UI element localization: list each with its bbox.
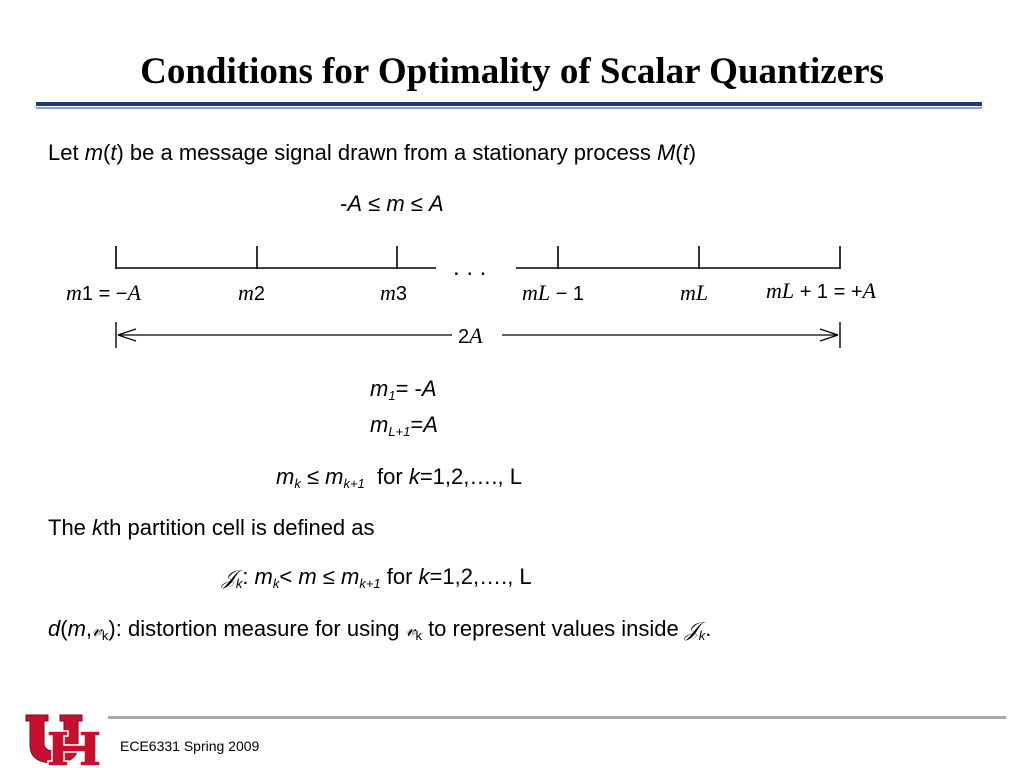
label-m3 [380, 280, 407, 305]
dist-m: m [67, 616, 86, 641]
range-A1: A [347, 191, 363, 216]
span-label-2: 2 [458, 326, 470, 348]
order-k: k [294, 476, 301, 491]
cell-intro-text: The [48, 515, 93, 540]
order-for: for [364, 464, 409, 489]
cell-colon: : [242, 564, 255, 589]
university-logo [24, 713, 104, 768]
dist-comma: , [85, 616, 93, 641]
dist-text-2: to represent values inside [421, 616, 685, 641]
eq-mL+1-sub: L+1 [388, 424, 411, 439]
order-k1: k+1 [343, 476, 365, 491]
cell-intro-k: k [92, 515, 104, 540]
cell-mk: m [254, 564, 273, 589]
label-mL-1 [522, 280, 584, 305]
label-m2-sub: 2 [253, 283, 266, 305]
order-rest: =1,2,…., L [419, 464, 522, 489]
dist-v: 𝓋 [92, 617, 102, 641]
cell-intro-text-2: th partition cell is defined as [103, 515, 375, 540]
quantizer-interval-diagram [60, 230, 940, 360]
label-m1-m: m [66, 280, 82, 305]
label-m1-eq: = − [93, 283, 128, 305]
footer-divider [108, 716, 1006, 719]
cell-m: m [298, 564, 317, 589]
order-kvar: k [408, 464, 420, 489]
title-underline-thin [36, 107, 982, 109]
range-inequality [340, 191, 444, 217]
intro-paren: ( [103, 140, 111, 165]
dist-J-k: k [698, 628, 706, 643]
dist-period: . [705, 616, 712, 641]
intro-M: M [656, 140, 676, 165]
label-mL+1-eq: = + [828, 281, 863, 303]
cell-kvar: k [418, 564, 430, 589]
cell-rest: =1,2,…., L [429, 564, 532, 589]
cell-J: 𝒥 [222, 565, 236, 589]
eq-m1-rest: = - [395, 376, 422, 401]
intro-paren-3: ) [688, 140, 697, 165]
span-label [458, 323, 483, 348]
label-mL-1-L: L [537, 280, 551, 305]
intro-t: t [110, 140, 117, 165]
dist-text: ): distortion measure for using [108, 616, 406, 641]
title-underline-thick [36, 102, 982, 106]
order-mk1: m [325, 464, 344, 489]
label-m2 [238, 280, 265, 305]
eq-m1 [370, 376, 437, 402]
label-mL+1-m: m [766, 278, 782, 303]
order-le: ≤ [300, 464, 326, 489]
partition-cell-intro [48, 515, 375, 541]
range-le1: ≤ [362, 191, 387, 216]
distortion-definition [48, 616, 711, 642]
intro-text: Let [48, 140, 85, 165]
label-m2-m: m [238, 280, 254, 305]
eq-m1-A: A [421, 376, 437, 401]
intro-paren-2: ( [675, 140, 683, 165]
range-le2: ≤ [404, 191, 429, 216]
dist-paren: ( [60, 616, 68, 641]
label-mL-1-m: m [522, 280, 538, 305]
title-underline [36, 102, 982, 110]
slide-title: Conditions for Optimality of Scalar Quantizers [140, 51, 884, 92]
label-mL+1-L: L [781, 278, 795, 303]
dist-d: d [48, 616, 61, 641]
partition-cell-definition [222, 564, 532, 590]
eq-mL+1 [370, 412, 438, 438]
dist-v2: 𝓋 [405, 617, 416, 641]
label-m1-sub: 1 [81, 283, 94, 305]
dist-J: 𝒥 [684, 617, 699, 641]
label-mL-1-rest: − 1 [550, 283, 585, 305]
label-mL [680, 280, 708, 305]
eq-m1-sub: 1 [388, 388, 396, 403]
eq-mL+1-A: A [423, 412, 438, 437]
cell-J-k: k [235, 576, 243, 591]
order-mk: m [276, 464, 295, 489]
label-mL+1-rest: + 1 [794, 281, 829, 303]
label-mL+1 [766, 278, 877, 303]
dist-v-k: k [101, 628, 109, 643]
label-m3-sub: 3 [395, 283, 408, 305]
label-m1-A: A [127, 280, 141, 305]
cell-for: for [380, 564, 419, 589]
label-mL-L: L [695, 280, 709, 305]
ordering-condition [276, 464, 522, 490]
cell-lt: < [279, 564, 299, 589]
cell-mk-sub: k [272, 576, 280, 591]
span-label-A: A [469, 323, 483, 348]
cell-le: ≤ [316, 564, 341, 589]
dist-v2-k: k [415, 628, 422, 643]
footer-course: ECE6331 Spring 2009 [120, 738, 260, 754]
axis-ellipsis: . . . [453, 254, 487, 281]
eq-m1-m: m [370, 376, 389, 401]
intro-m: m [84, 140, 104, 165]
label-m3-m: m [380, 280, 396, 305]
label-m1 [66, 280, 142, 305]
range-A2: A [428, 191, 444, 216]
eq-mL+1-rest: = [410, 412, 424, 437]
cell-mk1: m [340, 564, 360, 589]
cell-mk1-sub: k+1 [359, 576, 381, 591]
range-m: m [386, 191, 405, 216]
label-mL+1-A: A [862, 278, 876, 303]
label-mL-m: m [680, 280, 696, 305]
intro-line [48, 140, 696, 166]
intro-text-2: ) be a message signal drawn from a stationary process [116, 140, 657, 165]
range-minus: - [340, 191, 348, 216]
eq-mL+1-m: m [370, 412, 389, 437]
intro-t-2: t [682, 140, 689, 165]
